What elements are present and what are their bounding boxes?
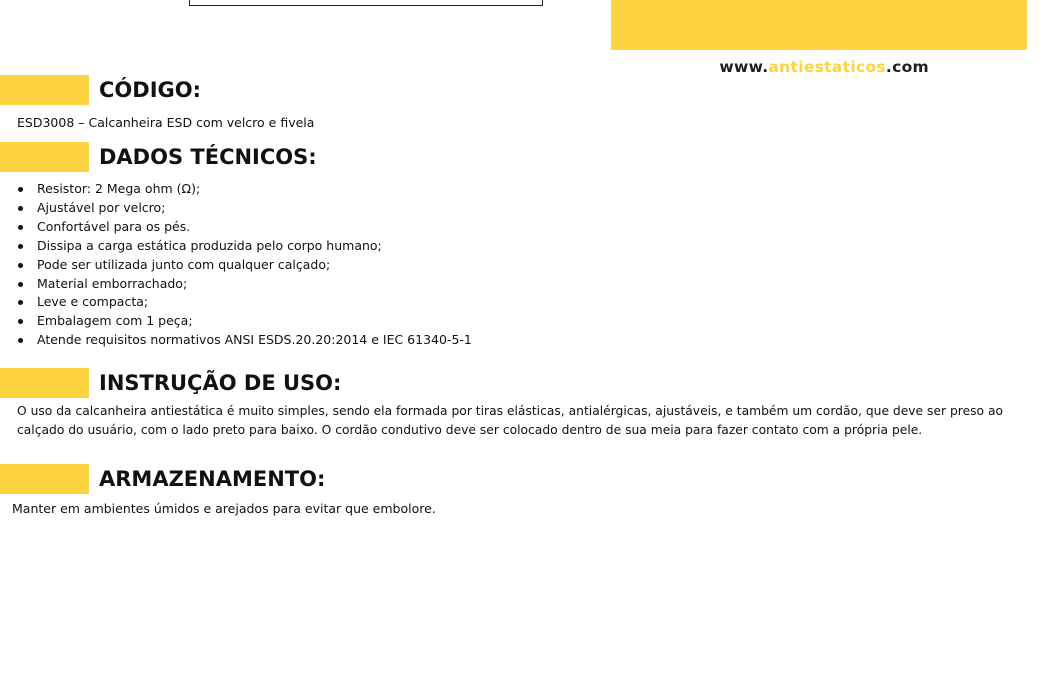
section-marker-armazenamento: [0, 464, 89, 494]
bullet-icon: [18, 282, 23, 287]
image-frame: [189, 0, 543, 6]
list-item-text: Resistor: 2 Mega ohm (Ω);: [37, 181, 201, 196]
technical-specs-list: [0, 180, 472, 350]
list-item-text: Pode ser utilizada junto com qualquer calçado;: [37, 256, 331, 272]
list-item: [0, 199, 472, 218]
bullet-icon: [18, 338, 23, 343]
bullet-icon: [18, 263, 23, 268]
bullet-icon: [18, 300, 23, 305]
usage-instructions: O uso da calcanheira antiestática é muito simples, sendo ela formada por tiras elásticas, antialérgicas, ajustáveis, e também um cordão, que deve ser preso ao calçado do usuário, com o lado preto para baixo. O cordão condutivo deve ser colocado dentro de sua meia para fazer contato com a própria pele.: [17, 404, 1004, 437]
bullet-icon: [18, 225, 23, 230]
list-item-text: Ajustável por velcro;: [37, 199, 166, 215]
section-title-armazenamento: ARMAZENAMENTO:: [99, 467, 326, 491]
list-item: [0, 312, 472, 331]
list-item-text: Leve e compacta;: [37, 294, 149, 310]
header-banner: [611, 0, 1027, 50]
section-marker-dados-tecnicos: [0, 142, 89, 172]
section-title-instrucao: INSTRUÇÃO DE USO:: [99, 371, 342, 395]
list-item: [0, 237, 472, 256]
bullet-icon: [18, 206, 23, 211]
list-item: [0, 293, 472, 312]
bullet-icon: [18, 244, 23, 249]
website-suffix: .com: [885, 58, 929, 76]
bullet-icon: [18, 319, 23, 324]
list-item-text: Material emborrachado;: [37, 275, 188, 291]
website-brand: antiestaticos: [768, 58, 886, 76]
section-marker-codigo: [0, 75, 89, 105]
bullet-icon: [18, 187, 23, 192]
list-item-text: Atende requisitos normativos ANSI ESDS.20.20:2014 e IEC 61340-5-1: [37, 332, 472, 348]
section-marker-instrucao: [0, 368, 89, 398]
section-title-codigo: CÓDIGO:: [99, 78, 201, 102]
list-item: [0, 331, 472, 350]
storage-instructions: Manter em ambientes úmidos e arejados para evitar que embolore.: [12, 501, 436, 516]
list-item-text: Confortável para os pés.: [37, 218, 191, 234]
website-url[interactable]: [0, 58, 1059, 76]
website-prefix: www.: [719, 58, 769, 76]
list-item-text: Dissipa a carga estática produzida pelo corpo humano;: [37, 237, 382, 253]
list-item: [0, 180, 472, 199]
list-item: [0, 256, 472, 275]
section-title-dados-tecnicos: DADOS TÉCNICOS:: [99, 145, 317, 169]
list-item: [0, 218, 472, 237]
product-code: ESD3008 – Calcanheira ESD com velcro e fivela: [17, 115, 315, 130]
list-item-text: Embalagem com 1 peça;: [37, 313, 193, 329]
list-item: [0, 275, 472, 294]
